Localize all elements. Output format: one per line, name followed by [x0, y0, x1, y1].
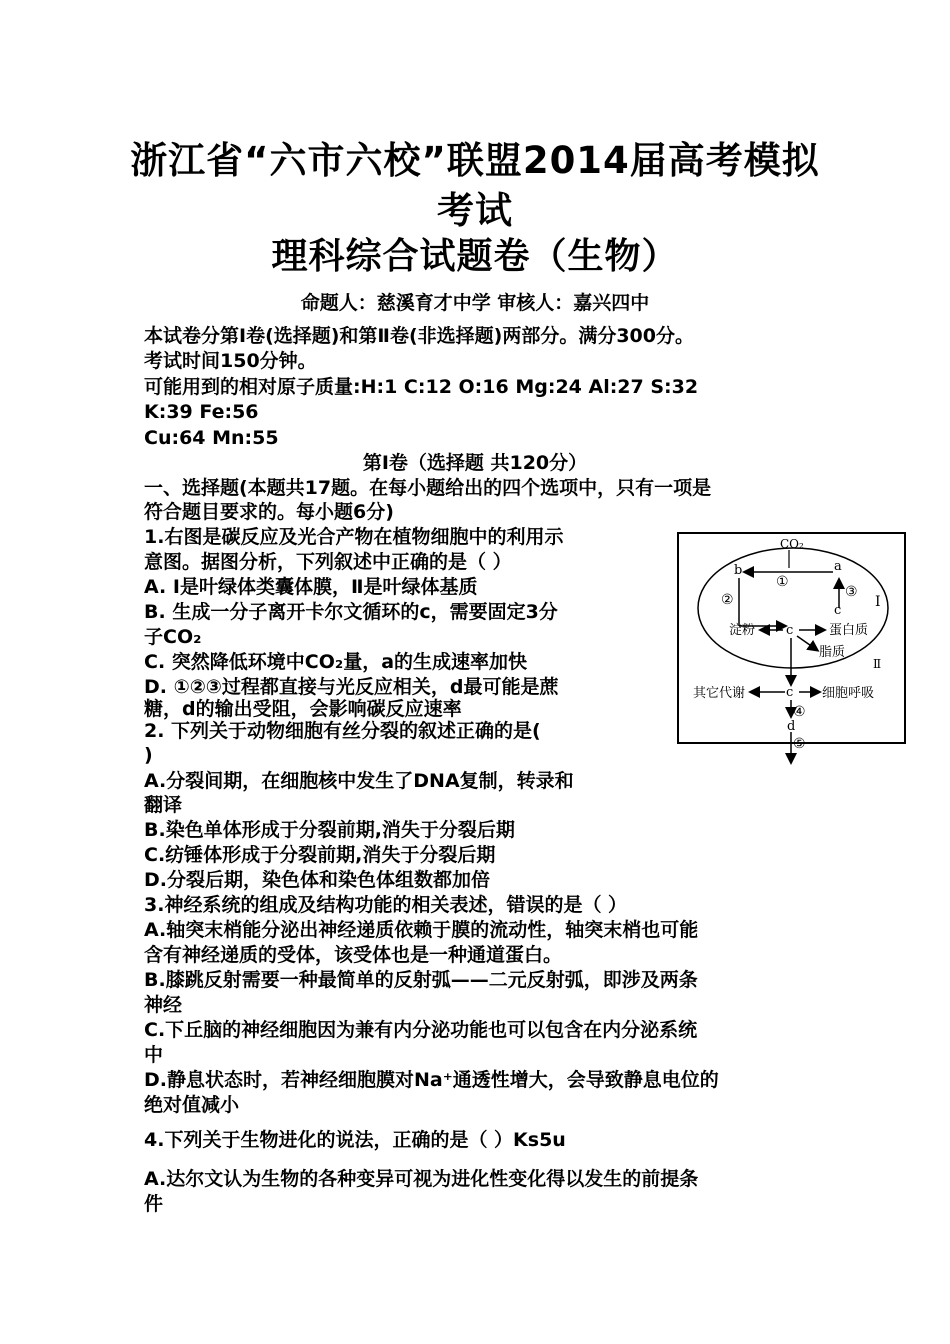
label-c-low: c	[786, 685, 794, 700]
label-other-metabolism: 其它代谢	[693, 686, 746, 701]
intro-line-1: 本试卷分第Ⅰ卷(选择题)和第Ⅱ卷(非选择题)两部分。满分300分。	[144, 325, 694, 347]
q4-stem: 4.下列关于生物进化的说法，正确的是（ ）Ks5u	[144, 1129, 566, 1151]
q2-stem-2: )	[144, 744, 153, 766]
authors-line: 命题人：慈溪育才中学 审核人：嘉兴四中	[300, 292, 650, 314]
label-c-top: c	[834, 603, 842, 618]
label-co2: CO₂	[780, 537, 804, 551]
q3-option-a-1: A.轴突末梢能分泌出神经递质依赖于膜的流动性，轴突末梢也可能	[144, 919, 699, 941]
label-a: a	[834, 559, 842, 574]
q2-option-d: D.分裂后期，染色体和染色体组数都加倍	[144, 869, 490, 891]
q3-stem: 3.神经系统的组成及结构功能的相关表述，错误的是（ ）	[144, 894, 628, 916]
intro-line-3: 可能用到的相对原子质量:H:1 C:12 O:16 Mg:24 Al:27 S:32	[144, 376, 699, 398]
q2-option-a-2: 翻译	[144, 794, 183, 816]
q3-option-c-1: C.下丘脑的神经细胞因为兼有内分泌功能也可以包含在内分泌系统	[144, 1019, 698, 1041]
q4-option-a-1: A.达尔文认为生物的各种变异可视为进化性变化得以发生的前提条	[144, 1168, 699, 1190]
q4-option-a-2: 件	[144, 1193, 164, 1215]
intro-line-4: K:39 Fe:56	[144, 401, 259, 423]
intro-line-5: Cu:64 Mn:55	[144, 427, 279, 449]
label-protein: 蛋白质	[829, 623, 869, 638]
q2-option-b: B.染色单体形成于分裂前期,消失于分裂后期	[144, 819, 515, 841]
q1-option-b-2: 子CO₂	[144, 626, 202, 648]
q1-stem-1: 1.右图是碳反应及光合产物在植物细胞中的利用示	[144, 526, 564, 548]
q1-option-c: C. 突然降低环境中CO₂量，a的生成速率加快	[144, 651, 528, 673]
q3-option-b-2: 神经	[144, 994, 183, 1016]
diagram-svg	[679, 534, 908, 784]
q2-option-c: C.纺锤体形成于分裂前期,消失于分裂后期	[144, 844, 496, 866]
label-starch: 淀粉	[729, 623, 756, 638]
title-line-1: 浙江省“六市六校”联盟2014届高考模拟	[130, 139, 820, 182]
label-cell-respiration: 细胞呼吸	[822, 686, 875, 701]
arrow-c-to-lipid	[797, 636, 817, 650]
title-line-3: 理科综合试题卷（生物）	[271, 236, 679, 277]
label-step-5: ⑤	[793, 736, 806, 752]
label-roman-1: Ⅰ	[875, 594, 881, 610]
label-step-1: ①	[776, 574, 789, 590]
chloroplast-ellipse	[698, 548, 888, 668]
label-d: d	[787, 719, 796, 734]
q2-option-a-1: A.分裂间期，在细胞核中发生了DNA复制，转录和	[144, 770, 574, 792]
q3-option-a-2: 含有神经递质的受体，该受体也是一种通道蛋白。	[144, 944, 563, 966]
q1-option-b-1: B. 生成一分子离开卡尔文循环的c，需要固定3分	[144, 601, 558, 623]
label-roman-2: Ⅱ	[873, 657, 882, 671]
q3-option-c-2: 中	[144, 1044, 164, 1066]
section-instruction-1: 一、选择题(本题共17题。在每小题给出的四个选项中，只有一项是	[144, 477, 712, 499]
q3-option-d-2: 绝对值减小	[144, 1094, 240, 1116]
label-step-2: ②	[721, 592, 734, 608]
title-line-2: 考试	[437, 189, 513, 232]
label-step-3: ③	[845, 584, 858, 600]
label-b: b	[734, 563, 743, 578]
carbon-reaction-diagram	[677, 532, 906, 752]
q3-option-d-1: D.静息状态时，若神经细胞膜对Na⁺通透性增大，会导致静息电位的	[144, 1069, 719, 1091]
section-heading: 第Ⅰ卷（选择题 共120分）	[362, 452, 588, 474]
q2-stem-1: 2. 下列关于动物细胞有丝分裂的叙述正确的是(	[144, 720, 541, 742]
q1-stem-2: 意图。据图分析，下列叙述中正确的是（ ）	[144, 551, 512, 573]
q3-option-b-1: B.膝跳反射需要一种最简单的反射弧——二元反射弧，即涉及两条	[144, 969, 698, 991]
q1-option-d-1: D. ①②③过程都直接与光反应相关，d最可能是蔗	[144, 676, 559, 698]
section-instruction-2: 符合题目要求的。每小题6分)	[144, 501, 394, 523]
label-c-mid: c	[786, 623, 794, 638]
q1-option-d-2: 糖，d的输出受阻，会影响碳反应速率	[144, 698, 462, 720]
label-step-4: ④	[793, 704, 806, 720]
intro-line-2: 考试时间150分钟。	[144, 350, 317, 372]
q1-option-a: A. Ⅰ是叶绿体类囊体膜，Ⅱ是叶绿体基质	[144, 576, 478, 598]
label-lipid: 脂质	[819, 645, 846, 660]
